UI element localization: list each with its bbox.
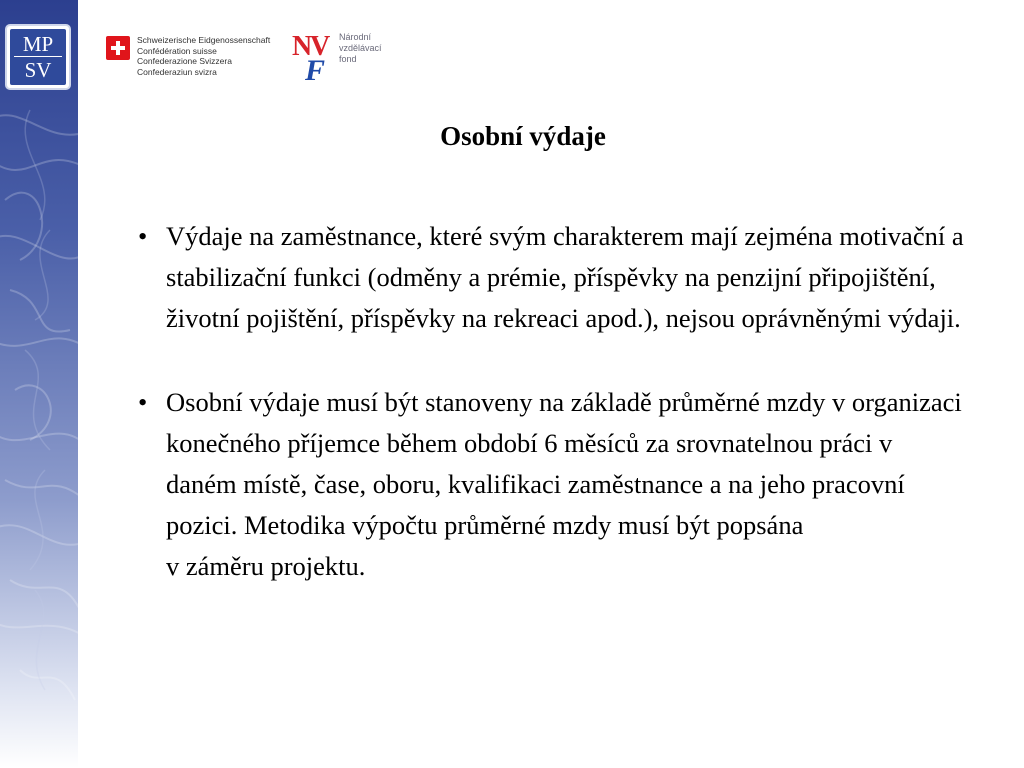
bullet-text-end: v záměru projektu. [166, 551, 366, 581]
swiss-logo-line-it: Confederazione Svizzera [137, 56, 232, 66]
bullet-list [134, 216, 964, 587]
swiss-logo-line-de: Schweizerische Eidgenossenschaft [137, 35, 271, 45]
swiss-logo-line-rm: Confederaziun svizra [137, 66, 217, 77]
swiss-logo-line-fr: Confédération suisse [137, 45, 217, 56]
nvf-logo-icon: N V F [292, 31, 331, 87]
mpsv-logo-divider [14, 56, 62, 57]
nvf-logo-line3: fond [339, 54, 357, 64]
bullet-text [166, 382, 964, 587]
mpsv-logo-line2: SV [24, 58, 52, 82]
slide-title: Osobní výdaje [440, 121, 606, 151]
bullet-dot: • [138, 387, 148, 417]
bullet-dot: • [138, 221, 148, 251]
bullet-item [134, 382, 964, 587]
swiss-confederation-logo-text [137, 35, 270, 77]
sidebar-pattern [0, 0, 78, 768]
mpsv-logo-line1: MP [22, 32, 54, 56]
bullet-item [134, 216, 964, 339]
bullet-text-main: Osobní výdaje musí být stanoveny na základě průměrné mzdy v organizaci konečného příjemce během období 6 měsíců za srovnatelnou práci v daném místě, čase, oboru, kvalifikaci zaměstnance a na jeho pracovní pozici. Metodika výpočtu průměrné mzdy musí být popsána [166, 387, 962, 540]
nvf-logo-text [339, 32, 382, 65]
bullet-text: Výdaje na zaměstnance, které svým charakterem mají zejména motivační a stabilizační funkci (odměny a prémie, příspěvky na penzijní připojištění, životní pojištění, příspěvky na rekreaci apod.), nejsou oprávněnými výdaji. [166, 221, 964, 333]
mpsv-logo [7, 26, 69, 88]
nvf-logo-line1: Národní [339, 32, 372, 42]
swiss-flag-icon [106, 36, 130, 60]
decorative-sidebar [0, 0, 78, 768]
nvf-logo-line2: vzdělávací [339, 43, 382, 53]
